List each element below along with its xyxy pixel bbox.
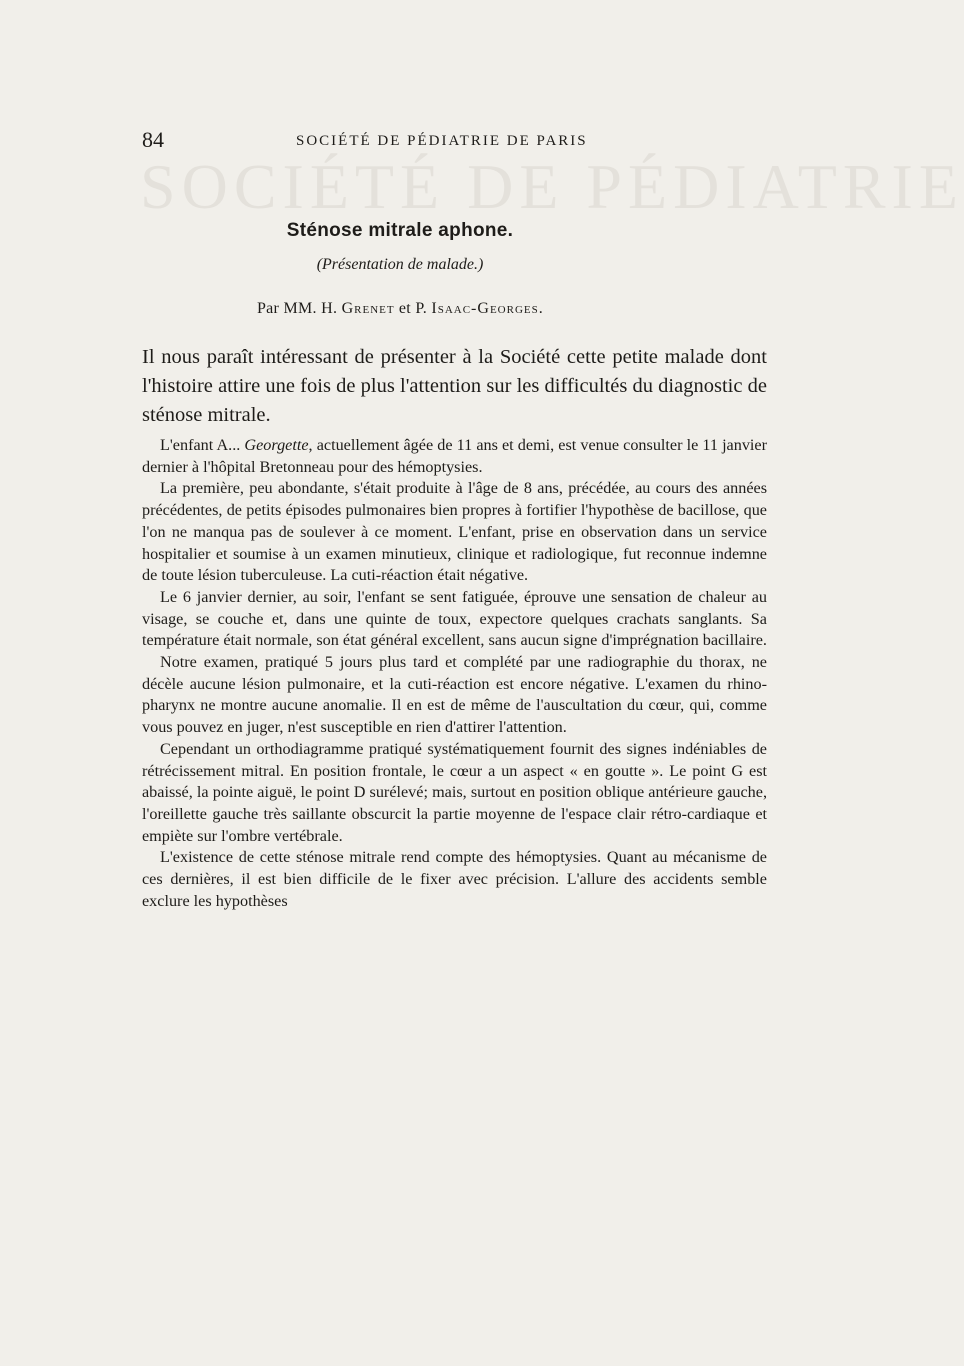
paragraph-3: Le 6 janvier dernier, au soir, l'enfant se sent fatiguée, éprouve une sensation de chaleur au visage, se couche et, dans une quinte de toux, expectore quelques crachats sanglants. Sa température était normale, son état général excellent, sans aucun signe d'imprégnation bacillaire. bbox=[142, 587, 767, 650]
article-body bbox=[142, 435, 767, 912]
paragraph-2: La première, peu abondante, s'était produite à l'âge de 8 ans, précédée, au cours des années précédentes, de petits épisodes pulmonaires bien propres à fortifier l'hypothèse de bacillose, que l'on ne manqua pas de soulever à ce moment. L'enfant, prise en observation dans un service hospitalier et soumise à un examen minutieux, clinique et radiologique, fut reconnue indemne de toute lésion tuberculeuse. La cuti-réaction était négative. bbox=[142, 479, 767, 585]
article-subtitle: (Présentation de malade.) bbox=[316, 256, 484, 273]
show-through-bleed: SOCIÉTÉ DE PÉDIATRIE bbox=[140, 151, 964, 222]
authors-end: . bbox=[538, 300, 544, 317]
paragraph-1-rest: , actuellement âgée de 11 ans et demi, est venue consulter le 11 janvier dernier à l'hôpital Bretonneau pour des hémoptysies. bbox=[142, 436, 768, 476]
author-grenet: Grenet bbox=[341, 300, 395, 317]
paragraph-1 bbox=[142, 435, 767, 478]
page-number: 84 bbox=[142, 127, 164, 152]
article-authors bbox=[0, 300, 800, 318]
intro-paragraph: Il nous paraît intéressant de présenter à la Société cette petite malade dont l'histoire attire une fois de plus l'attention sur les difficultés du diagnostic de sténose mitrale. bbox=[142, 346, 767, 426]
journal-title: SOCIÉTÉ DE PÉDIATRIE DE PARIS bbox=[296, 133, 588, 149]
authors-prefix: Par MM. H. bbox=[256, 300, 338, 317]
paragraph-1-start: L'enfant A... bbox=[160, 436, 245, 454]
article-title: Sténose mitrale aphone. bbox=[286, 220, 514, 241]
paragraph-5: Cependant un orthodiagramme pratiqué systématiquement fournit des signes indéniables de rétrécissement mitral. En position frontale, le cœur a un aspect « en goutte ». Le point G est abaissé, la pointe aiguë, le point D surélevé; mais, surtout en position oblique antérieure gauche, l'oreillette gauche très saillante obscurcit la partie moyenne de l'espace clair rétro-cardiaque et empiète sur l'ombre vertébrale. bbox=[142, 739, 767, 845]
authors-conjunction: et P. bbox=[398, 300, 428, 317]
author-isaac-georges: Isaac-Georges bbox=[431, 300, 539, 317]
paragraph-6: L'existence de cette sténose mitrale rend compte des hémoptysies. Quant au mécanisme de ces dernières, il est bien difficile de le fixer avec précision. L'allure des accidents semble exclure les hypothèses bbox=[142, 848, 767, 910]
paragraph-4: Notre examen, pratiqué 5 jours plus tard et complété par une radiographie du thorax, ne décèle aucune lésion pulmonaire, et la cuti-réaction est encore négative. L'examen du rhino-pharynx ne montre aucune anomalie. Il en est de même de l'auscultation du cœur, qui, comme vous pouvez en juger, n'est susceptible en rien d'attirer l'attention. bbox=[142, 653, 767, 737]
patient-name: Georgette bbox=[244, 436, 309, 454]
running-head bbox=[0, 128, 800, 152]
